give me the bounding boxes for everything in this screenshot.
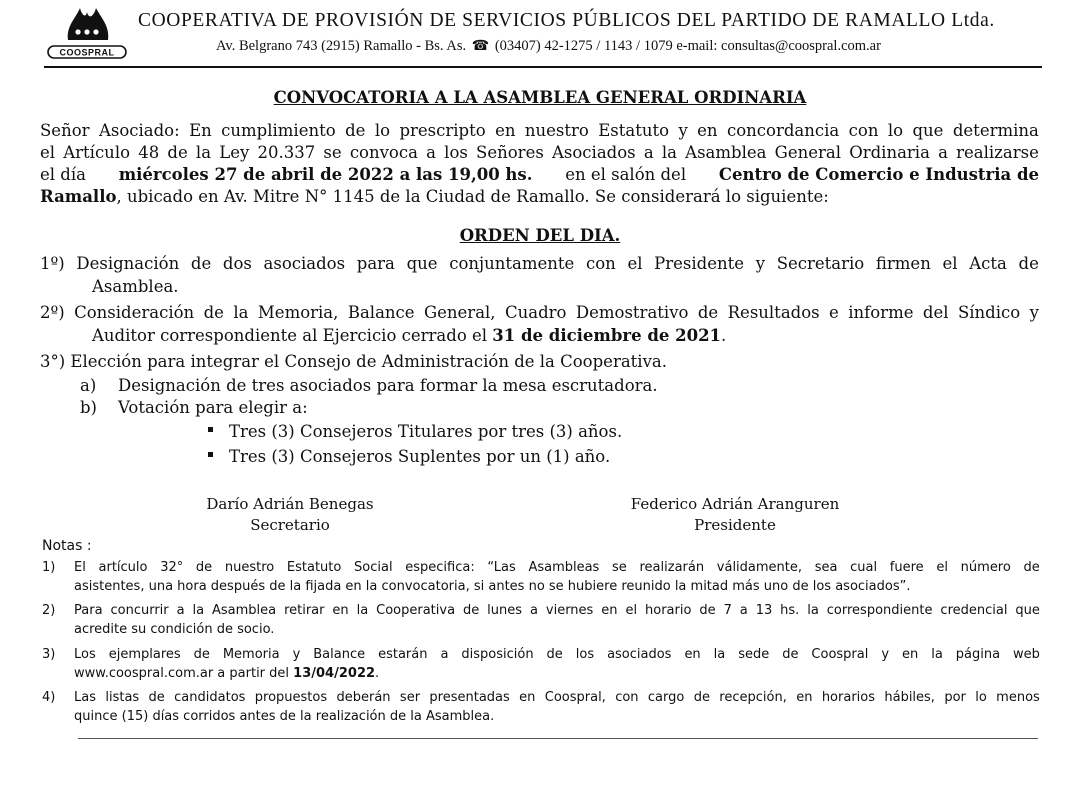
word: y — [1029, 303, 1039, 322]
word: En — [189, 121, 212, 140]
word: Asamblea — [685, 143, 767, 162]
word: hábiles, — [884, 690, 935, 705]
word: de — [699, 603, 716, 618]
word: con — [848, 121, 879, 140]
word: la — [195, 143, 212, 162]
word: viernes — [545, 603, 594, 618]
note-1-line-1 — [74, 558, 1040, 577]
note-4-line-2: quince (15) días corridos antes de la realización de la Asamblea. — [74, 709, 495, 724]
intro-line-1 — [40, 120, 1039, 142]
word: Las — [74, 690, 96, 705]
word: Memoria, — [257, 303, 339, 322]
word: credencial — [940, 603, 1008, 618]
note-number: 3) — [42, 647, 56, 662]
agenda-item-2 — [40, 301, 1039, 347]
word: la — [807, 603, 819, 618]
word: a — [176, 603, 185, 618]
intro-paragraph — [40, 120, 1039, 208]
word: Coospral, — [544, 690, 606, 705]
word: Los — [74, 647, 96, 662]
note-number: 2) — [42, 603, 56, 618]
word: de — [148, 690, 165, 705]
word: el — [936, 560, 948, 575]
note-number: 4) — [42, 690, 56, 705]
word: Estatuto — [286, 560, 342, 575]
signature-secretary — [180, 494, 400, 536]
word: prescripto — [399, 121, 486, 140]
word: Balance — [347, 303, 415, 322]
word: que — [406, 254, 438, 273]
agenda-item-1-line-1 — [40, 252, 1039, 275]
word: de — [462, 603, 480, 618]
word: de — [167, 143, 188, 162]
header-divider — [44, 66, 1042, 68]
word: de — [697, 303, 719, 322]
word: del — [922, 303, 949, 322]
word: ejemplares — [108, 647, 181, 662]
word: en — [519, 690, 536, 705]
word: General — [774, 143, 841, 162]
word: menos — [996, 690, 1040, 705]
signer-role: Presidente — [694, 516, 776, 534]
note-number: 1) — [42, 560, 56, 575]
word: Social — [354, 560, 393, 575]
word: Presidente — [654, 254, 745, 273]
meeting-venue-city: Ramallo — [40, 187, 117, 206]
svg-text:COOSPRAL: COOSPRAL — [59, 47, 115, 58]
subitem-text: Designación de tres asociados para formar la mesa escrutadora. — [118, 376, 658, 395]
word: de — [190, 254, 212, 273]
word: horarios — [821, 690, 875, 705]
word: determina — [952, 121, 1039, 140]
word: concurrir — [110, 603, 169, 618]
word: lo — [374, 121, 391, 140]
document-title: CONVOCATORIA A LA ASAMBLEA GENERAL ORDINARIA — [273, 88, 807, 107]
agenda-item-1-line-2: Asamblea. — [92, 277, 179, 296]
intro-line-4 — [40, 186, 1039, 208]
word: con — [585, 254, 616, 273]
word: y — [755, 254, 766, 273]
word: General, — [423, 303, 496, 322]
fiscal-year-close-date: 31 de diciembre de 2021 — [492, 326, 722, 345]
word: El — [74, 560, 86, 575]
note-1 — [42, 558, 1040, 596]
word: 48 — [138, 143, 160, 162]
agenda-text: Auditor correspondiente al Ejercicio cerrado el — [92, 326, 488, 345]
organization-name: COOPERATIVA DE PROVISIÓN DE SERVICIOS PÚBLICOS DEL PARTIDO DE RAMALLO Ltda. — [138, 10, 995, 31]
note-2-line-2: acredite su condición de socio. — [74, 622, 275, 637]
word: lunes — [487, 603, 523, 618]
word: el — [40, 143, 56, 162]
word: nuestro — [224, 560, 275, 575]
word: que — [1015, 603, 1040, 618]
word: “Las — [487, 560, 516, 575]
word: recepción, — [719, 690, 787, 705]
word: de — [693, 690, 710, 705]
word: asociados — [607, 647, 672, 662]
word: en — [902, 647, 919, 662]
word: Síndico — [957, 303, 1021, 322]
word: Secretario — [776, 254, 865, 273]
signer-name: Darío Adrián Benegas — [206, 495, 374, 513]
word: el — [627, 254, 643, 273]
word: conjuntamente — [449, 254, 575, 273]
word: sea — [814, 560, 838, 575]
agenda-item-2-line-2 — [40, 324, 1039, 347]
word: en — [697, 121, 718, 140]
word: para — [356, 254, 395, 273]
word: los — [444, 143, 468, 162]
word: retirar — [284, 603, 325, 618]
word: válidamente, — [716, 560, 803, 575]
note-2-line-1 — [74, 601, 1040, 620]
word: Designación — [76, 254, 180, 273]
word: de — [345, 121, 366, 140]
note-3 — [42, 645, 1040, 683]
note-text: www.coospral.com.ar a partir del — [74, 666, 290, 681]
word: presentadas — [429, 690, 510, 705]
word: el — [625, 603, 638, 618]
word: en — [332, 603, 349, 618]
note-4 — [42, 688, 1040, 726]
signature-president — [610, 494, 860, 536]
intro-text: el día — [40, 165, 86, 184]
note-text: . — [375, 666, 380, 681]
bullet-square-icon — [208, 427, 213, 432]
word: nuestro — [524, 121, 589, 140]
word: a — [529, 603, 538, 618]
agenda-item-1 — [40, 252, 1039, 298]
word: Memoria — [222, 647, 280, 662]
word: web — [1013, 647, 1040, 662]
word: e — [829, 303, 839, 322]
word: Artículo — [63, 143, 131, 162]
intro-line-2 — [40, 142, 1039, 164]
availability-date: 13/04/2022 — [293, 666, 376, 681]
agenda-item-2-line-1 — [40, 301, 1039, 324]
word: 20.337 — [257, 143, 316, 162]
note-2 — [42, 601, 1040, 639]
word: Resultados — [727, 303, 820, 322]
word: el — [942, 254, 958, 273]
word: y — [678, 121, 688, 140]
signer-role: Secretario — [250, 516, 330, 534]
subitem-marker: a) — [80, 376, 97, 395]
word: Ley — [219, 143, 250, 162]
word: de — [195, 560, 213, 575]
word: disposición — [461, 647, 534, 662]
agenda-subitem-a — [80, 375, 658, 397]
agenda-title: ORDEN DEL DIA. — [459, 226, 621, 245]
word: por — [944, 690, 966, 705]
word: de — [782, 647, 799, 662]
word: en — [684, 647, 701, 662]
word: página — [955, 647, 1001, 662]
organization-contact — [216, 38, 881, 55]
word: sede — [738, 647, 770, 662]
word: realizarán — [639, 560, 705, 575]
word: listas — [105, 690, 140, 705]
intro-line-3 — [40, 164, 1039, 186]
bullet-square-icon — [208, 452, 213, 457]
word: los — [575, 647, 595, 662]
word: cual — [850, 560, 878, 575]
word: en — [601, 603, 618, 618]
bullet-text: Tres (3) Consejeros Titulares por tres (3) años. — [229, 422, 623, 441]
word: Estatuto — [598, 121, 670, 140]
word: deberán — [336, 690, 391, 705]
word: a — [739, 603, 748, 618]
note-4-line-1 — [74, 688, 1040, 707]
word: la — [713, 647, 726, 662]
word: 1º) — [40, 254, 65, 273]
word: Asociados — [551, 143, 636, 162]
word: concordancia — [726, 121, 840, 140]
word: a — [426, 143, 436, 162]
word: candidatos — [174, 690, 246, 705]
word: 13 — [755, 603, 773, 618]
agenda-text: . — [721, 326, 727, 345]
coospral-logo — [46, 2, 128, 60]
election-bullet-1 — [208, 421, 622, 443]
word: Para — [74, 603, 103, 618]
word: lo — [975, 690, 987, 705]
word: 32° — [160, 560, 184, 575]
word: a — [643, 143, 654, 162]
word: en — [796, 690, 813, 705]
word: a — [440, 647, 449, 662]
word: asociados — [263, 254, 346, 273]
telephone-icon: ☎ — [471, 39, 490, 54]
meeting-venue: Centro de Comercio e Industria de — [718, 165, 1039, 184]
word: hs. — [780, 603, 800, 618]
word: cargo — [647, 690, 685, 705]
word: propuestos — [254, 690, 328, 705]
meeting-date: miércoles 27 de abril de 2022 a las 19,00 hs. — [118, 165, 533, 184]
word: realizarse — [956, 143, 1039, 162]
word: y — [881, 647, 890, 662]
intro-text: , ubicado en Av. Mitre N° 1145 de la Ciudad de Ramallo. Se considerará lo siguiente: — [116, 187, 829, 206]
word: Señores — [476, 143, 544, 162]
word: especifica: — [405, 560, 475, 575]
word: Balance — [313, 647, 366, 662]
footer-divider — [78, 738, 1038, 739]
word: se — [612, 560, 627, 575]
signer-name: Federico Adrián Aranguren — [630, 495, 840, 513]
word: dos — [222, 254, 252, 273]
address: Av. Belgrano 743 (2915) Ramallo - Bs. As. — [216, 38, 467, 54]
word: Acta — [969, 254, 1007, 273]
word: a — [938, 143, 948, 162]
word: firmen — [875, 254, 931, 273]
word: la — [931, 647, 943, 662]
word: estarán — [378, 647, 428, 662]
notes-title: Notas : — [42, 538, 92, 554]
agenda-item-3: 3°) Elección para integrar el Consejo de Administración de la Cooperativa. — [40, 352, 667, 371]
word: 7 — [723, 603, 732, 618]
word: fuere — [889, 560, 924, 575]
word: convoca — [349, 143, 418, 162]
word: Cuadro — [504, 303, 567, 322]
word: informe — [848, 303, 914, 322]
word: horario — [645, 603, 692, 618]
word: 2º) — [40, 303, 65, 322]
word: Ordinaria — [849, 143, 930, 162]
word: con — [615, 690, 639, 705]
subitem-text: Votación para elegir a: — [118, 398, 308, 417]
word: Coospral — [811, 647, 869, 662]
intro-text: en el salón del — [565, 165, 687, 184]
bullet-text: Tres (3) Consejeros Suplentes por un (1) año. — [229, 447, 611, 466]
letterhead — [0, 0, 1080, 70]
word: Consideración — [74, 303, 195, 322]
word: se — [323, 143, 342, 162]
agenda-subitem-b — [80, 397, 308, 419]
word: Demostrativo — [575, 303, 689, 322]
word: Asambleas — [528, 560, 600, 575]
note-3-line-1 — [74, 645, 1040, 664]
word: la — [192, 603, 205, 618]
word: la — [233, 303, 249, 322]
word: ser — [399, 690, 421, 705]
word: de — [1018, 254, 1039, 273]
election-bullet-2 — [208, 446, 610, 468]
word: Asociado: — [98, 121, 180, 140]
word: de — [1023, 560, 1040, 575]
note-3-line-2 — [74, 664, 1040, 683]
word: de — [203, 303, 224, 322]
word: correspondiente — [826, 603, 933, 618]
word: la — [661, 143, 677, 162]
word: Señor — [40, 121, 90, 140]
word: Asamblea — [212, 603, 277, 618]
word: cumplimiento — [221, 121, 336, 140]
subitem-marker: b) — [80, 398, 97, 417]
word: artículo — [98, 560, 148, 575]
word: que — [912, 121, 944, 140]
word: de — [546, 647, 563, 662]
word: lo — [887, 121, 904, 140]
note-1-line-2: asistentes, una hora después de la fijada en la convocatoria, si antes no se hubiere reunido la mitad más uno de los asociados”. — [74, 579, 911, 594]
word: en — [495, 121, 516, 140]
word: número — [960, 560, 1011, 575]
word: y — [292, 647, 301, 662]
word: de — [193, 647, 210, 662]
word: la — [356, 603, 369, 618]
word: Cooperativa — [376, 603, 456, 618]
phone-email: (03407) 42-1275 / 1143 / 1079 e-mail: consultas@coospral.com.ar — [494, 38, 881, 54]
